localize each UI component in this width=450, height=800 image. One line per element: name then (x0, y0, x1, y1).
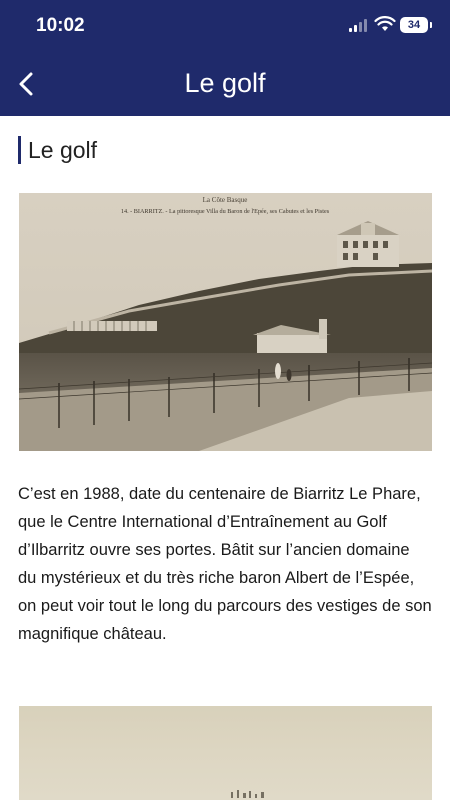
cellular-signal-icon (349, 18, 371, 32)
status-time: 10:02 (36, 15, 85, 36)
postcard-caption-top: La Côte Basque (202, 196, 248, 204)
status-bar (0, 0, 450, 52)
postcard-image-second (19, 706, 432, 800)
nav-title: Le golf (184, 68, 266, 98)
postcard-caption-main: 14. - BIARRITZ. - La pittoresque Villa du Baron de l'Epée, ses Cabutes et les Pistes (120, 208, 330, 215)
battery-icon: 34 (400, 17, 428, 33)
section-heading: Le golf (18, 136, 97, 164)
article-content (0, 116, 450, 800)
article-paragraph: C’est en 1988, date du centenaire de Biarritz Le Phare, que le Centre International d’Entraînement au Golf d’Ilbarritz ouvre ses portes. Bâtit sur l’ancien domaine du mystérieux et du très riche baron Albert de l’Espée, on peut voir tout le long du parcours des vestiges de son magnifique château. (18, 485, 432, 643)
navigation-bar (0, 52, 450, 116)
wifi-icon (374, 16, 396, 32)
postcard-image-villa (19, 193, 432, 451)
